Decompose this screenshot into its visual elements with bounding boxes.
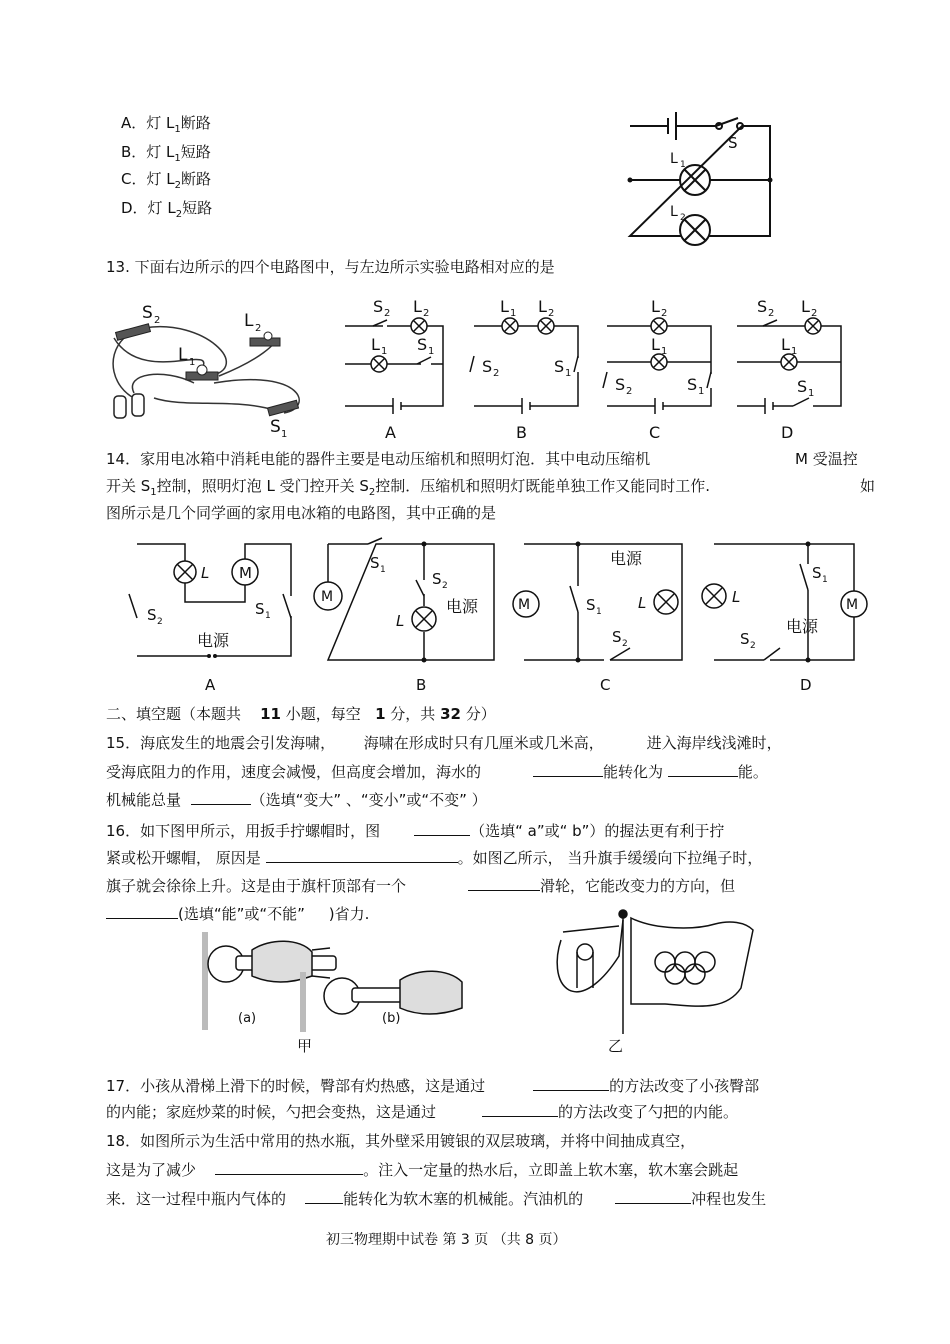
q14-circuit-a — [133, 540, 298, 700]
svg-text:1: 1 — [661, 346, 668, 357]
svg-text:L: L — [781, 335, 790, 354]
svg-text:2: 2 — [626, 386, 633, 397]
q16-wrench-figure — [200, 928, 470, 1058]
q13-option-c-label: C — [649, 423, 661, 442]
svg-text:M: M — [239, 564, 252, 582]
q15-blank-1[interactable] — [533, 760, 603, 777]
q14-option-b-label: B — [416, 676, 427, 694]
svg-text:L: L — [371, 335, 380, 354]
q17-blank-2[interactable] — [482, 1100, 558, 1117]
svg-text:L: L — [651, 335, 660, 354]
svg-text:1: 1 — [808, 388, 815, 399]
q17-line1: 17．小孩从滑梯上滑下的时候，臀部有灼热感，这是通过 的方法改变了小孩臀部 — [106, 1074, 759, 1096]
svg-text:L: L — [651, 297, 660, 316]
svg-text:1: 1 — [265, 611, 271, 621]
q16-line2: 紧或松开螺帽， 原因是 。如图乙所示， 当升旗手缓缓向下拉绳子时， — [106, 846, 762, 868]
svg-text:2: 2 — [548, 308, 555, 319]
section2-header: 二、填空题（本题共 11 小题，每空 1 分，共 32 分） — [106, 705, 496, 723]
q14-option-c-label: C — [600, 676, 611, 694]
svg-text:1: 1 — [381, 346, 388, 357]
svg-text:1: 1 — [791, 346, 798, 357]
q18-line3: 来．这一过程中瓶内气体的 能转化为软木塞的机械能。汽油机的 冲程也发生 — [106, 1187, 766, 1209]
q12-diagram-l1-sub: 1 — [680, 160, 686, 170]
svg-text:2: 2 — [768, 308, 775, 319]
q14-circuit-c — [510, 540, 690, 700]
q12-diagram-l2: L — [670, 204, 678, 220]
q16-blank-2[interactable] — [266, 846, 458, 863]
svg-text:2: 2 — [157, 617, 163, 627]
q12-circuit-diagram — [620, 108, 780, 248]
q16-fig-b-label: (b) — [382, 1011, 401, 1026]
q14-line2: 开关 $S_1$控制，照明灯泡 L 受门控开关 $S_2$控制．压缩机和照明灯既能单独工作又能同时工作. — [106, 477, 711, 498]
svg-text:S: S — [687, 375, 698, 394]
svg-text:L: L — [413, 297, 422, 316]
q16-fig-a-label: (a) — [238, 1011, 257, 1026]
q13-photo-l2: L — [244, 311, 254, 331]
q13-photo-s2: S — [142, 303, 153, 323]
svg-text:1: 1 — [510, 308, 517, 319]
svg-text:2: 2 — [442, 581, 448, 591]
q14-option-d-label: D — [800, 676, 812, 694]
q13-question-text: 13. 下面右边所示的四个电路图中，与左边所示实验电路相对应的是 — [106, 258, 555, 276]
q13-circuit-a — [343, 298, 453, 443]
svg-text:M: M — [846, 597, 859, 613]
svg-text:S: S — [812, 564, 822, 582]
q13-experiment-photo — [104, 298, 314, 438]
q14-line2-end: 如 — [860, 477, 876, 495]
svg-text:2: 2 — [811, 308, 818, 319]
svg-text:1: 1 — [380, 565, 386, 575]
q14-option-a-label: A — [205, 676, 216, 694]
svg-text:1: 1 — [428, 346, 435, 357]
q12-option-a: A．灯 $L_1$断路 — [121, 114, 211, 135]
q12-diagram-l1: L — [670, 151, 678, 167]
q12-diagram-s: S — [728, 134, 738, 152]
q12-option-b: B．灯 $L_1$短路 — [121, 143, 211, 164]
q18-line1: 18．如图所示为生活中常用的热水瓶，其外壁采用镀银的双层玻璃，并将中间抽成真空， — [106, 1132, 696, 1150]
q15-line3: 机械能总量 （选填“变大” 、“变小”或“不变” ） — [106, 788, 487, 810]
q14-d-power: 电源 — [786, 617, 819, 636]
svg-text:S: S — [255, 600, 265, 618]
svg-text:S: S — [432, 570, 442, 588]
q18-blank-1[interactable] — [215, 1158, 363, 1175]
q16-line3: 旗子就会徐徐上升。这是由于旗杆顶部有一个 滑轮，它能改变力的方向，但 — [106, 874, 735, 896]
q16-blank-3[interactable] — [468, 874, 540, 891]
svg-text:1: 1 — [596, 607, 602, 617]
q13-photo-l1: L — [178, 345, 188, 365]
q13-circuit-c — [603, 298, 718, 443]
svg-text:L: L — [500, 297, 509, 316]
svg-text:S: S — [482, 357, 493, 376]
svg-text:L: L — [538, 297, 547, 316]
q15-line2: 受海底阻力的作用，速度会减慢，但高度会增加，海水的 能转化为 能。 — [106, 760, 768, 782]
svg-text:1: 1 — [822, 575, 828, 585]
svg-text:S: S — [417, 335, 428, 354]
q13-photo-s1-sub: 1 — [281, 429, 288, 440]
svg-text:2: 2 — [384, 308, 391, 319]
q18-blank-3[interactable] — [615, 1187, 691, 1204]
q16-blank-1[interactable] — [414, 819, 470, 836]
svg-text:1: 1 — [565, 368, 572, 379]
svg-text:S: S — [612, 628, 622, 646]
svg-text:L: L — [801, 297, 810, 316]
q16-fig-jia-caption: 甲 — [297, 1037, 313, 1055]
q16-blank-4[interactable] — [106, 902, 178, 919]
svg-text:2: 2 — [750, 641, 756, 651]
q13-photo-s2-sub: 2 — [154, 315, 161, 326]
q13-photo-l2-sub: 2 — [255, 323, 262, 334]
q14-circuit-b — [312, 540, 502, 700]
svg-text:M: M — [321, 589, 334, 605]
q16-flag-figure — [545, 908, 760, 1038]
q13-photo-l1-sub: 1 — [189, 357, 196, 368]
q16-fig-yi-caption: 乙 — [608, 1037, 624, 1055]
svg-text:2: 2 — [661, 308, 668, 319]
svg-text:S: S — [757, 297, 768, 316]
svg-text:S: S — [586, 596, 596, 614]
svg-text:L: L — [732, 588, 741, 606]
svg-text:1: 1 — [698, 386, 705, 397]
q18-line2: 这是为了减少 。注入一定量的热水后，立即盖上软木塞，软木塞会跳起 — [106, 1158, 738, 1180]
q13-circuit-d — [733, 298, 848, 443]
q18-blank-2[interactable] — [305, 1187, 343, 1204]
q13-option-b-label: B — [516, 423, 527, 442]
q12-diagram-l2-sub: 2 — [680, 213, 686, 223]
q14-line1: 14．家用电冰箱中消耗电能的器件主要是电动压缩机和照明灯泡．其中电动压缩机 — [106, 450, 651, 468]
q16-line4: (选填“能”或“不能” )省力. — [106, 902, 369, 924]
q17-blank-1[interactable] — [533, 1074, 609, 1091]
q12-option-c: C．灯 $L_2$断路 — [121, 170, 211, 191]
svg-text:S: S — [373, 297, 384, 316]
svg-text:L: L — [638, 594, 647, 612]
svg-text:S: S — [147, 606, 157, 624]
q14-circuit-d — [700, 540, 880, 700]
svg-text:M: M — [518, 597, 531, 613]
svg-text:S: S — [615, 375, 626, 394]
q14-b-power: 电源 — [446, 597, 479, 616]
svg-text:L: L — [201, 564, 210, 582]
q17-line2: 的内能；家庭炒菜的时候，勺把会变热，这是通过 的方法改变了勺把的内能。 — [106, 1100, 738, 1122]
page-footer: 初三物理期中试卷 第 3 页 （共 8 页） — [326, 1232, 567, 1248]
q12-option-d: D．灯 $L_2$短路 — [121, 199, 213, 220]
svg-text:2: 2 — [622, 639, 628, 649]
q14-line1-end: M 受温控 — [795, 450, 858, 468]
svg-text:S: S — [370, 554, 380, 572]
q13-photo-s1: S — [270, 417, 281, 437]
q14-line3: 图所示是几个同学画的家用电冰箱的电路图，其中正确的是 — [106, 504, 497, 522]
q13-circuit-b — [470, 298, 585, 443]
svg-text:2: 2 — [423, 308, 430, 319]
svg-text:S: S — [797, 377, 808, 396]
q14-c-power: 电源 — [610, 549, 643, 568]
svg-text:L: L — [396, 612, 405, 630]
q15-line1: 15．海底发生的地震会引发海啸， 海啸在形成时只有几厘米或几米高， 进入海岸线浅滩时， — [106, 734, 782, 752]
svg-text:S: S — [554, 357, 565, 376]
q13-option-d-label: D — [781, 423, 794, 442]
svg-text:2: 2 — [493, 368, 500, 379]
q15-blank-2[interactable] — [668, 760, 738, 777]
q16-line1: 16．如下图甲所示，用扳手拧螺帽时，图 （选填“ a”或“ b”）的握法更有利于拧 — [106, 819, 724, 841]
q14-a-power: 电源 — [197, 631, 230, 650]
svg-text:S: S — [740, 630, 750, 648]
q13-option-a-label: A — [385, 423, 396, 442]
q15-blank-3[interactable] — [191, 788, 251, 805]
